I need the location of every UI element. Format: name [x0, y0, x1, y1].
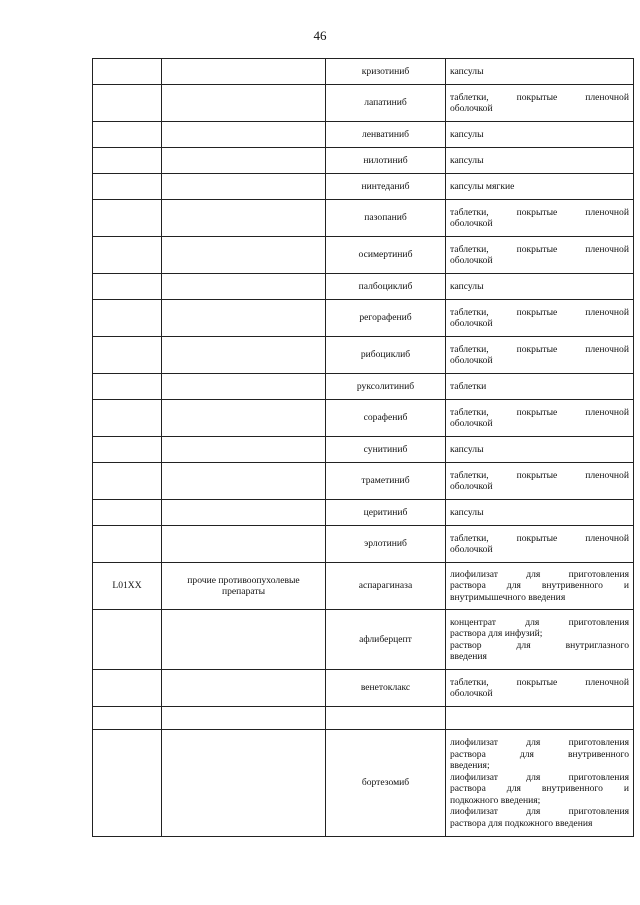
dosage-form-cell — [446, 437, 634, 463]
atc-code-cell — [93, 174, 162, 200]
group-name-cell — [162, 148, 326, 174]
dosage-form-line: оболочкой — [450, 318, 493, 329]
dosage-form-line: капсулы — [450, 443, 484, 455]
drug-name-cell: нинтеданиб — [326, 174, 446, 200]
atc-code-cell — [93, 85, 162, 122]
table-row — [93, 463, 634, 500]
atc-code-cell — [93, 610, 162, 670]
drug-name-cell: бортезомиб — [326, 730, 446, 837]
drug-name-cell: церитиниб — [326, 500, 446, 526]
dosage-form-line: концентрат для приготовления — [450, 616, 629, 628]
drug-name-cell — [326, 707, 446, 730]
table-row — [93, 300, 634, 337]
table-row — [93, 200, 634, 237]
dosage-form-cell — [446, 526, 634, 563]
drug-name-cell: аспарагиназа — [326, 563, 446, 610]
dosage-form-line: таблетки, покрытые пленочной — [450, 206, 629, 218]
drug-name-cell: осимертиниб — [326, 237, 446, 274]
atc-code-cell — [93, 730, 162, 837]
group-name-cell — [162, 85, 326, 122]
atc-code-cell — [93, 374, 162, 400]
group-name-cell — [162, 463, 326, 500]
drug-name-cell: ленватиниб — [326, 122, 446, 148]
table-row — [93, 437, 634, 463]
atc-code-cell — [93, 300, 162, 337]
dosage-form-line: капсулы — [450, 128, 484, 140]
dosage-form-line: оболочкой — [450, 481, 493, 492]
dosage-form-line: капсулы — [450, 506, 484, 518]
dosage-form-cell — [446, 707, 634, 730]
table-row — [93, 400, 634, 437]
group-name-cell — [162, 670, 326, 707]
dosage-form-line: таблетки, покрытые пленочной — [450, 306, 629, 318]
atc-code-cell: L01XX — [93, 563, 162, 610]
table-row — [93, 122, 634, 148]
dosage-form-line: таблетки — [450, 380, 487, 392]
group-name-cell — [162, 707, 326, 730]
dosage-form-line: оболочкой — [450, 103, 493, 114]
atc-code-cell — [93, 707, 162, 730]
atc-code-cell — [93, 670, 162, 707]
drug-name-cell: траметиниб — [326, 463, 446, 500]
dosage-form-line: оболочкой — [450, 544, 493, 555]
drug-name-cell: рибоциклиб — [326, 337, 446, 374]
dosage-form-cell — [446, 337, 634, 374]
atc-code-cell — [93, 400, 162, 437]
dosage-form-line: таблетки, покрытые пленочной — [450, 343, 629, 355]
dosage-form-line: таблетки, покрытые пленочной — [450, 532, 629, 544]
table-row — [93, 374, 634, 400]
dosage-form-line: таблетки, покрытые пленочной — [450, 469, 629, 481]
drug-name-cell: регорафениб — [326, 300, 446, 337]
group-name-cell — [162, 500, 326, 526]
dosage-form-cell — [446, 670, 634, 707]
dosage-form-line: лиофилизат для приготовления — [450, 737, 629, 748]
dosage-form-line: внутримышечного введения — [450, 591, 566, 603]
table-row — [93, 707, 634, 730]
dosage-form-cell — [446, 122, 634, 148]
dosage-form-cell — [446, 610, 634, 670]
dosage-form-line: капсулы — [450, 65, 484, 77]
drug-name-cell: руксолитиниб — [326, 374, 446, 400]
group-name-cell — [162, 526, 326, 563]
dosage-form-cell — [446, 563, 634, 610]
atc-code-cell — [93, 274, 162, 300]
dosage-form-cell — [446, 237, 634, 274]
group-name-cell — [162, 337, 326, 374]
table-row — [93, 59, 634, 85]
group-name-cell — [162, 730, 326, 837]
dosage-form-line: оболочкой — [450, 255, 493, 266]
group-name-cell — [162, 237, 326, 274]
group-name-cell — [162, 122, 326, 148]
dosage-form-cell — [446, 200, 634, 237]
drug-name-cell: эрлотиниб — [326, 526, 446, 563]
atc-code-cell — [93, 463, 162, 500]
dosage-form-cell — [446, 148, 634, 174]
dosage-form-cell — [446, 400, 634, 437]
drug-name-cell: сунитиниб — [326, 437, 446, 463]
table-row — [93, 337, 634, 374]
drug-name-cell: палбоциклиб — [326, 274, 446, 300]
dosage-form-cell — [446, 300, 634, 337]
dosage-form-line: капсулы мягкие — [450, 180, 515, 192]
dosage-form-line: лиофилизат для приготовления — [450, 568, 629, 580]
table-row — [93, 237, 634, 274]
dosage-form-cell — [446, 500, 634, 526]
dosage-form-line: таблетки, покрытые пленочной — [450, 406, 629, 418]
group-name-cell — [162, 610, 326, 670]
dosage-form-line: таблетки, покрытые пленочной — [450, 243, 629, 255]
atc-code-cell — [93, 122, 162, 148]
dosage-form-cell — [446, 174, 634, 200]
table-row — [93, 610, 634, 670]
atc-code-cell — [93, 437, 162, 463]
dosage-form-cell — [446, 463, 634, 500]
drug-name-cell: нилотиниб — [326, 148, 446, 174]
dosage-form-line: раствора для подкожного введения — [450, 817, 593, 829]
drug-name-cell: пазопаниб — [326, 200, 446, 237]
group-name-cell — [162, 374, 326, 400]
table-row — [93, 730, 634, 837]
group-name-cell — [162, 437, 326, 463]
drug-name-cell: сорафениб — [326, 400, 446, 437]
table-row — [93, 274, 634, 300]
dosage-form-line: раствора для инфузий; — [450, 628, 543, 639]
dosage-form-cell — [446, 274, 634, 300]
table-row — [93, 174, 634, 200]
dosage-form-line: раствор для внутриглазного — [450, 639, 629, 651]
dosage-form-cell — [446, 374, 634, 400]
group-name-cell — [162, 274, 326, 300]
drug-name-cell: венетоклакс — [326, 670, 446, 707]
atc-code-cell — [93, 337, 162, 374]
table-row — [93, 148, 634, 174]
dosage-form-line: оболочкой — [450, 355, 493, 366]
dosage-form-line: раствора для внутривенного — [450, 748, 629, 760]
dosage-form-line: введения; — [450, 760, 490, 771]
table-row — [93, 85, 634, 122]
group-name-cell — [162, 400, 326, 437]
atc-code-cell — [93, 526, 162, 563]
dosage-form-line: раствора для внутривенного и — [450, 783, 629, 794]
table-row — [93, 526, 634, 563]
drug-name-cell: кризотиниб — [326, 59, 446, 85]
atc-code-cell — [93, 237, 162, 274]
dosage-form-cell — [446, 85, 634, 122]
dosage-form-line: капсулы — [450, 154, 484, 166]
atc-code-cell — [93, 200, 162, 237]
dosage-form-line: оболочкой — [450, 218, 493, 229]
table-body — [93, 59, 634, 837]
group-name-cell — [162, 300, 326, 337]
dosage-form-line: подкожного введения; — [450, 794, 541, 806]
atc-code-cell — [93, 148, 162, 174]
dosage-form-line: таблетки, покрытые пленочной — [450, 91, 629, 103]
group-name-cell: прочие противоопухолевые препараты — [162, 563, 326, 610]
dosage-form-line: введения — [450, 651, 487, 662]
drug-name-cell: афлиберцепт — [326, 610, 446, 670]
table-row — [93, 563, 634, 610]
dosage-form-line: раствора для внутривенного и — [450, 580, 629, 592]
dosage-form-line: лиофилизат для приготовления — [450, 806, 629, 817]
dosage-form-line: таблетки, покрытые пленочной — [450, 676, 629, 688]
drug-name-cell: лапатиниб — [326, 85, 446, 122]
dosage-form-line: оболочкой — [450, 418, 493, 429]
table-row — [93, 670, 634, 707]
dosage-form-line: лиофилизат для приготовления — [450, 771, 629, 783]
group-name-cell — [162, 200, 326, 237]
drug-table — [92, 58, 634, 837]
page-number: 46 — [313, 28, 327, 43]
table-row — [93, 500, 634, 526]
group-name-cell — [162, 59, 326, 85]
dosage-form-line: капсулы — [450, 280, 484, 292]
group-name-cell — [162, 174, 326, 200]
atc-code-cell — [93, 500, 162, 526]
dosage-form-cell — [446, 730, 634, 837]
atc-code-cell — [93, 59, 162, 85]
dosage-form-cell — [446, 59, 634, 85]
dosage-form-line: оболочкой — [450, 688, 493, 699]
